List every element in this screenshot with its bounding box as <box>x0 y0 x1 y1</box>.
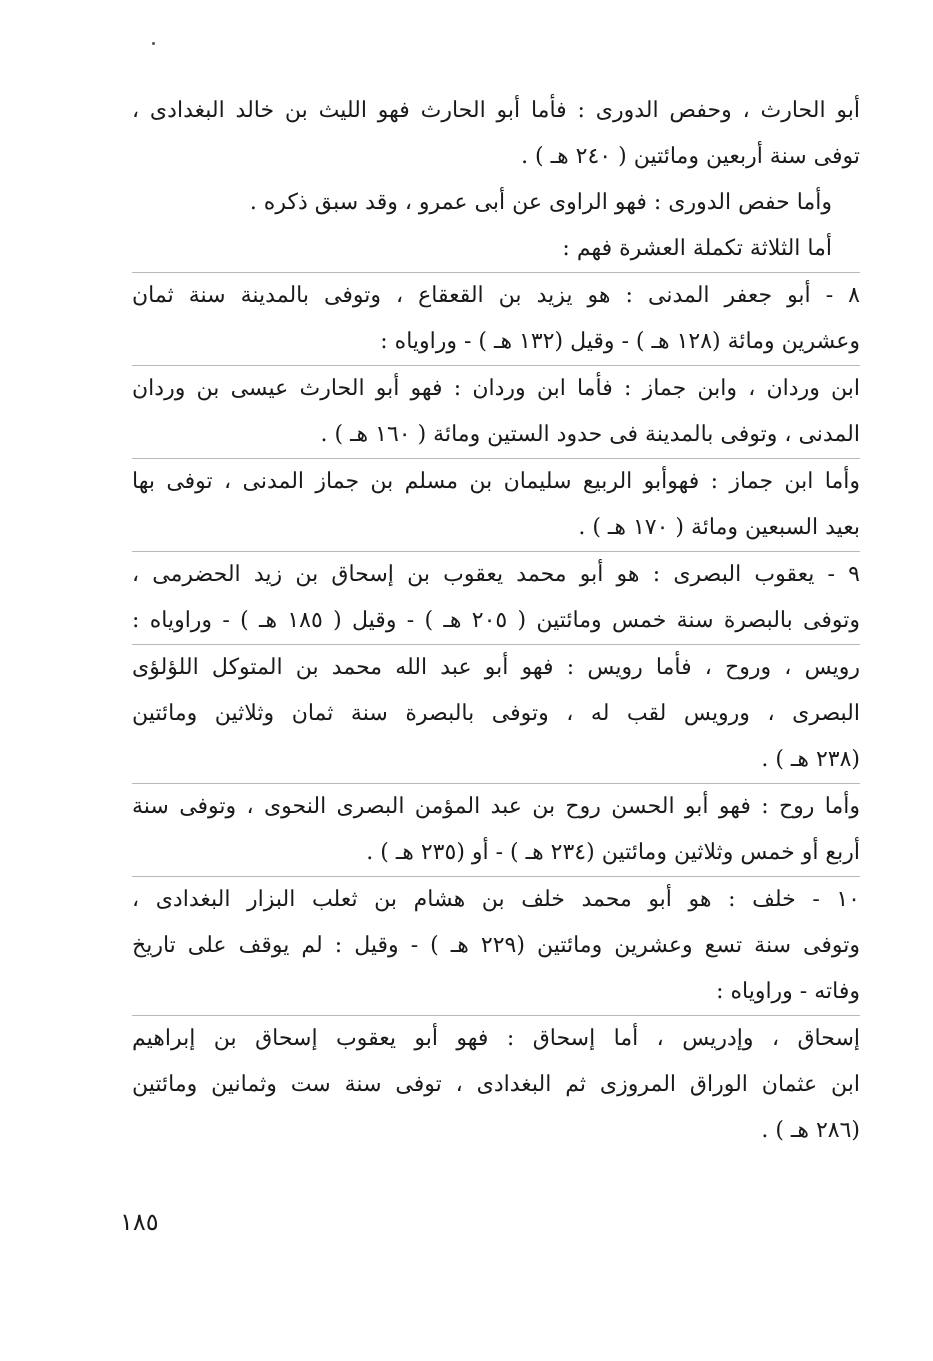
text-line: وتوفى بالبصرة سنة خمس ومائتين ( ٢٠٥ هـ ) - وقيل ( ١٨٥ هـ ) - وراوياه : <box>132 608 860 633</box>
text-line: ابن عثمان الوراق المروزى ثم البغدادى ، توفى سنة ست وثمانين ومائتين <box>132 1072 860 1097</box>
text-line: وفاته - وراوياه : <box>716 979 860 1004</box>
text-line: إسحاق ، وإدريس ، أما إسحاق : فهو أبو يعقوب إسحاق بن إبراهيم <box>132 1026 860 1051</box>
text-body <box>132 88 860 1154</box>
paragraph-ruways <box>132 645 860 783</box>
paragraph-ishaq <box>132 1016 860 1154</box>
scan-speck <box>152 42 155 45</box>
text-line: أبو الحارث ، وحفص الدورى : فأما أبو الحارث فهو الليث بن خالد البغدادى ، <box>132 98 860 123</box>
text-line: توفى سنة أربعين ومائتين ( ٢٤٠ هـ ) . <box>521 144 860 169</box>
text-line: وعشرين ومائة (١٢٨ هـ ) - وقيل (١٣٢ هـ ) - وراوياه : <box>380 329 860 354</box>
text-line: أما الثلاثة تكملة العشرة فهم : <box>562 236 832 261</box>
paragraph-yaqub <box>132 552 860 644</box>
paragraph-hafs <box>132 180 860 226</box>
text-line: ٨ - أبو جعفر المدنى : هو يزيد بن القعقاع ، وتوفى بالمدينة سنة ثمان <box>132 283 860 308</box>
paragraph-rawh <box>132 784 860 876</box>
text-line: (٢٨٦ هـ ) . <box>761 1118 860 1143</box>
text-line: وأما ابن جماز : فهوأبو الربيع سليمان بن مسلم بن جماز المدنى ، توفى بها <box>132 469 860 494</box>
page-number: ١٨٥ <box>120 1208 159 1236</box>
text-line: وأما حفص الدورى : فهو الراوى عن أبى عمرو ، وقد سبق ذكره . <box>249 190 832 215</box>
text-line: أربع أو خمس وثلاثين ومائتين (٢٣٤ هـ ) - أو (٢٣٥ هـ ) . <box>366 840 860 865</box>
paragraph-abu-jaafar <box>132 273 860 365</box>
text-line: بعيد السبعين ومائة ( ١٧٠ هـ ) . <box>578 515 860 540</box>
text-line: البصرى ، ورويس لقب له ، وتوفى بالبصرة سنة ثمان وثلاثين ومائتين <box>132 701 860 726</box>
paragraph-ibn-jammaz <box>132 459 860 551</box>
paragraph-khalaf <box>132 877 860 1015</box>
text-line: رويس ، وروح ، فأما رويس : فهو أبو عبد الله محمد بن المتوكل اللؤلؤى <box>132 655 860 680</box>
text-line: ٩ - يعقوب البصرى : هو أبو محمد يعقوب بن إسحاق بن زيد الحضرمى ، <box>132 562 860 587</box>
paragraph-abu-al-harith <box>132 88 860 180</box>
text-line: المدنى ، وتوفى بالمدينة فى حدود الستين ومائة ( ١٦٠ هـ ) . <box>320 422 860 447</box>
text-line: (٢٣٨ هـ ) . <box>761 747 860 772</box>
paragraph-three-completing <box>132 226 860 272</box>
text-line: ١٠ - خلف : هو أبو محمد خلف بن هشام بن ثعلب البزار البغدادى ، <box>132 887 860 912</box>
paragraph-ibn-wardan <box>132 366 860 458</box>
text-line: وتوفى سنة تسع وعشرين ومائتين (٢٢٩ هـ ) - وقيل : لم يوقف على تاريخ <box>132 933 860 958</box>
text-line: وأما روح : فهو أبو الحسن روح بن عبد المؤمن البصرى النحوى ، وتوفى سنة <box>132 794 860 819</box>
text-line: ابن وردان ، وابن جماز : فأما ابن وردان : فهو أبو الحارث عيسى بن وردان <box>132 376 860 401</box>
